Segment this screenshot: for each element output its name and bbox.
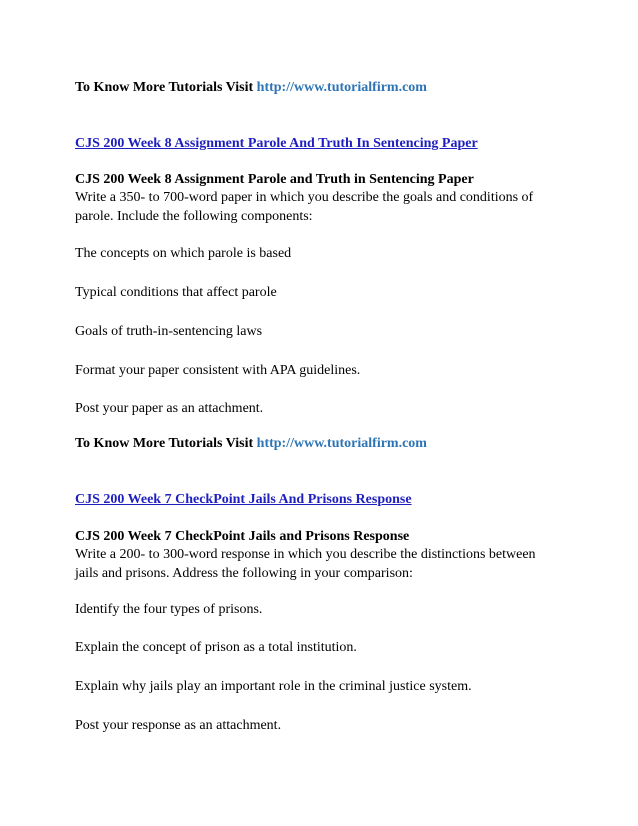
section-intro-line: parole. Include the following components: xyxy=(75,209,313,224)
list-item: Post your paper as an attachment. xyxy=(75,401,264,416)
section-title-link[interactable]: CJS 200 Week 7 CheckPoint Jails And Prisons Response xyxy=(75,492,412,507)
list-item: Typical conditions that affect parole xyxy=(75,285,277,300)
list-item: Identify the four types of prisons. xyxy=(75,602,263,617)
list-item: Explain why jails play an important role in the criminal justice system. xyxy=(75,679,472,694)
list-item: Format your paper consistent with APA guidelines. xyxy=(75,363,361,378)
list-item: Goals of truth-in-sentencing laws xyxy=(75,324,263,339)
promo-line xyxy=(75,78,427,97)
section-heading: CJS 200 Week 8 Assignment Parole and Truth in Sentencing Paper xyxy=(75,172,474,187)
promo-lead: To Know More Tutorials Visit xyxy=(75,80,254,95)
promo-url-link[interactable]: http://www.tutorialfirm.com xyxy=(256,436,427,451)
promo-lead: To Know More Tutorials Visit xyxy=(75,436,254,451)
promo-line xyxy=(75,434,427,453)
section-intro-line: Write a 350- to 700-word paper in which you describe the goals and conditions of xyxy=(75,190,534,205)
list-item: The concepts on which parole is based xyxy=(75,246,292,261)
list-item: Explain the concept of prison as a total institution. xyxy=(75,640,357,655)
promo-url-link[interactable]: http://www.tutorialfirm.com xyxy=(256,80,427,95)
section-title-link[interactable]: CJS 200 Week 8 Assignment Parole And Truth In Sentencing Paper xyxy=(75,136,478,151)
section-heading: CJS 200 Week 7 CheckPoint Jails and Prisons Response xyxy=(75,529,410,544)
section-intro-line: jails and prisons. Address the following in your comparison: xyxy=(75,566,413,581)
section-intro-line: Write a 200- to 300-word response in which you describe the distinctions between xyxy=(75,547,536,562)
list-item: Post your response as an attachment. xyxy=(75,718,282,733)
